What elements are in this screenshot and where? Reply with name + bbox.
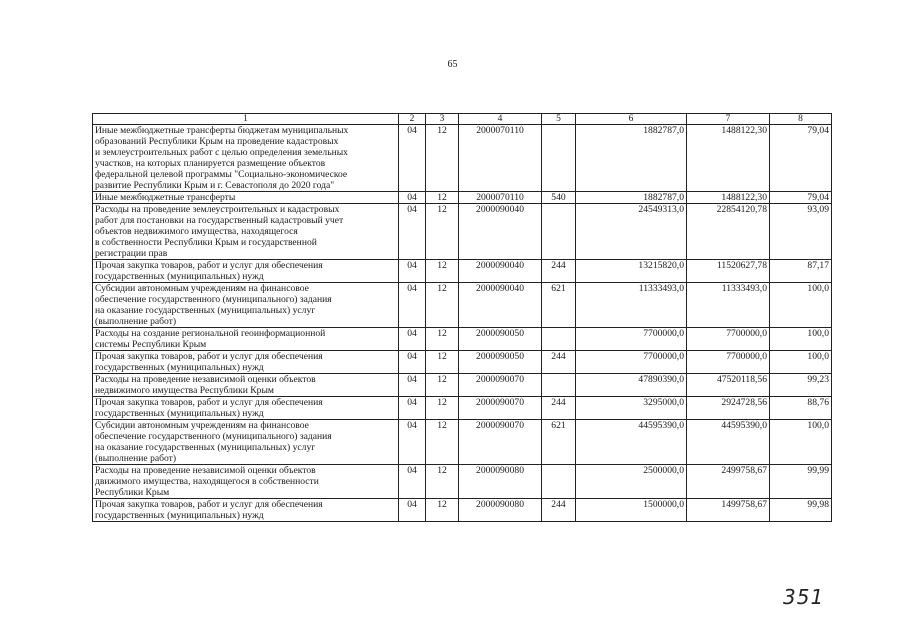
column-header: 6 [576, 114, 687, 125]
page-number: 65 [447, 59, 458, 70]
subsection-cell: 12 [426, 328, 459, 351]
percent-cell: 100,0 [770, 351, 832, 374]
executed-amount-cell: 11520627,78 [687, 260, 770, 283]
target-article-cell: 2000070110 [459, 125, 542, 192]
percent-cell: 93,09 [770, 204, 832, 260]
executed-amount-cell: 2924728,56 [687, 397, 770, 420]
percent-cell: 79,04 [770, 125, 832, 192]
table-row [93, 397, 832, 420]
description-cell: Расходы на проведение землеустроительных и кадастровых работ для постановки на государственный кадастровый учет объектов недвижимого имущества, находящегося в собственности Республики Крым и государственной регистрации прав [93, 204, 399, 260]
executed-amount-cell: 1488122,30 [687, 192, 770, 204]
expense-type-cell: 540 [542, 192, 576, 204]
column-header: 5 [542, 114, 576, 125]
percent-cell: 88,76 [770, 397, 832, 420]
planned-amount-cell: 1882787,0 [576, 192, 687, 204]
subsection-cell: 12 [426, 283, 459, 328]
subsection-cell: 12 [426, 125, 459, 192]
table-row [93, 260, 832, 283]
executed-amount-cell: 1488122,30 [687, 125, 770, 192]
target-article-cell: 2000090040 [459, 204, 542, 260]
subsection-cell: 12 [426, 420, 459, 465]
section-cell: 04 [399, 374, 426, 397]
planned-amount-cell: 7700000,0 [576, 351, 687, 374]
percent-cell: 99,98 [770, 499, 832, 522]
table-row [93, 499, 832, 522]
section-cell: 04 [399, 420, 426, 465]
section-cell: 04 [399, 192, 426, 204]
percent-cell: 99,99 [770, 465, 832, 499]
description-cell: Иные межбюджетные трансферты [93, 192, 399, 204]
percent-cell: 100,0 [770, 328, 832, 351]
description-cell: Расходы на проведение независимой оценки объектов движимого имущества, находящегося в собственности Республики Крым [93, 465, 399, 499]
description-cell: Прочая закупка товаров, работ и услуг для обеспечения государственных (муниципальных) нужд [93, 260, 399, 283]
column-header: 1 [93, 114, 399, 125]
target-article-cell: 2000090040 [459, 283, 542, 328]
column-header: 8 [770, 114, 832, 125]
description-cell: Прочая закупка товаров, работ и услуг для обеспечения государственных (муниципальных) нужд [93, 351, 399, 374]
target-article-cell: 2000090080 [459, 465, 542, 499]
description-cell: Прочая закупка товаров, работ и услуг для обеспечения государственных (муниципальных) нужд [93, 397, 399, 420]
subsection-cell: 12 [426, 499, 459, 522]
section-cell: 04 [399, 328, 426, 351]
subsection-cell: 12 [426, 374, 459, 397]
column-header: 3 [426, 114, 459, 125]
table-header-row [93, 114, 832, 125]
table-row [93, 465, 832, 499]
planned-amount-cell: 3295000,0 [576, 397, 687, 420]
target-article-cell: 2000090050 [459, 351, 542, 374]
section-cell: 04 [399, 351, 426, 374]
target-article-cell: 2000070110 [459, 192, 542, 204]
planned-amount-cell: 24549313,0 [576, 204, 687, 260]
section-cell: 04 [399, 465, 426, 499]
section-cell: 04 [399, 204, 426, 260]
planned-amount-cell: 11333493,0 [576, 283, 687, 328]
table-row [93, 420, 832, 465]
section-cell: 04 [399, 283, 426, 328]
target-article-cell: 2000090080 [459, 499, 542, 522]
section-cell: 04 [399, 125, 426, 192]
percent-cell: 79,04 [770, 192, 832, 204]
description-cell: Субсидии автономным учреждениям на финансовое обеспечение государственного (муниципального) задания на оказание государственных (муниципальных) услуг (выполнение работ) [93, 283, 399, 328]
expense-type-cell [542, 374, 576, 397]
planned-amount-cell: 47890390,0 [576, 374, 687, 397]
expense-type-cell: 244 [542, 499, 576, 522]
description-cell: Расходы на проведение независимой оценки объектов недвижимого имущества Республики Крым [93, 374, 399, 397]
description-cell: Иные межбюджетные трансферты бюджетам муниципальных образований Республики Крым на проведение кадастровых и землеустроительных работ с целью определения земельных участков, на которых планируется размещение объектов федеральной целевой программы "Социально-экономическое развитие Республики Крым и г. Севастополя до 2020 года" [93, 125, 399, 192]
description-cell: Субсидии автономным учреждениям на финансовое обеспечение государственного (муниципального) задания на оказание государственных (муниципальных) услуг (выполнение работ) [93, 420, 399, 465]
expense-type-cell [542, 125, 576, 192]
target-article-cell: 2000090040 [459, 260, 542, 283]
table-row [93, 351, 832, 374]
column-header: 7 [687, 114, 770, 125]
table-row [93, 204, 832, 260]
target-article-cell: 2000090070 [459, 397, 542, 420]
expense-type-cell: 244 [542, 260, 576, 283]
subsection-cell: 12 [426, 192, 459, 204]
executed-amount-cell: 7700000,0 [687, 351, 770, 374]
section-cell: 04 [399, 499, 426, 522]
description-cell: Расходы на создание региональной геоинформационной системы Республики Крым [93, 328, 399, 351]
planned-amount-cell: 13215820,0 [576, 260, 687, 283]
expense-type-cell: 621 [542, 283, 576, 328]
planned-amount-cell: 44595390,0 [576, 420, 687, 465]
planned-amount-cell: 1500000,0 [576, 499, 687, 522]
percent-cell: 87,17 [770, 260, 832, 283]
subsection-cell: 12 [426, 204, 459, 260]
executed-amount-cell: 44595390,0 [687, 420, 770, 465]
expense-type-cell: 244 [542, 351, 576, 374]
column-header: 4 [459, 114, 542, 125]
description-cell: Прочая закупка товаров, работ и услуг для обеспечения государственных (муниципальных) нужд [93, 499, 399, 522]
planned-amount-cell: 7700000,0 [576, 328, 687, 351]
planned-amount-cell: 2500000,0 [576, 465, 687, 499]
executed-amount-cell: 1499758,67 [687, 499, 770, 522]
expense-type-cell [542, 204, 576, 260]
percent-cell: 99,23 [770, 374, 832, 397]
subsection-cell: 12 [426, 260, 459, 283]
column-header: 2 [399, 114, 426, 125]
expense-type-cell [542, 465, 576, 499]
subsection-cell: 12 [426, 397, 459, 420]
table-row [93, 192, 832, 204]
executed-amount-cell: 22854120,78 [687, 204, 770, 260]
budget-table [92, 113, 832, 522]
expense-type-cell: 244 [542, 397, 576, 420]
executed-amount-cell: 47520118,56 [687, 374, 770, 397]
target-article-cell: 2000090050 [459, 328, 542, 351]
subsection-cell: 12 [426, 351, 459, 374]
table-row [93, 283, 832, 328]
table-row [93, 374, 832, 397]
subsection-cell: 12 [426, 465, 459, 499]
target-article-cell: 2000090070 [459, 374, 542, 397]
executed-amount-cell: 7700000,0 [687, 328, 770, 351]
executed-amount-cell: 2499758,67 [687, 465, 770, 499]
percent-cell: 100,0 [770, 283, 832, 328]
target-article-cell: 2000090070 [459, 420, 542, 465]
expense-type-cell: 621 [542, 420, 576, 465]
table-row [93, 125, 832, 192]
planned-amount-cell: 1882787,0 [576, 125, 687, 192]
expense-type-cell [542, 328, 576, 351]
percent-cell: 100,0 [770, 420, 832, 465]
handwritten-page-note: 351 [783, 585, 825, 609]
executed-amount-cell: 11333493,0 [687, 283, 770, 328]
table-row [93, 328, 832, 351]
section-cell: 04 [399, 397, 426, 420]
section-cell: 04 [399, 260, 426, 283]
